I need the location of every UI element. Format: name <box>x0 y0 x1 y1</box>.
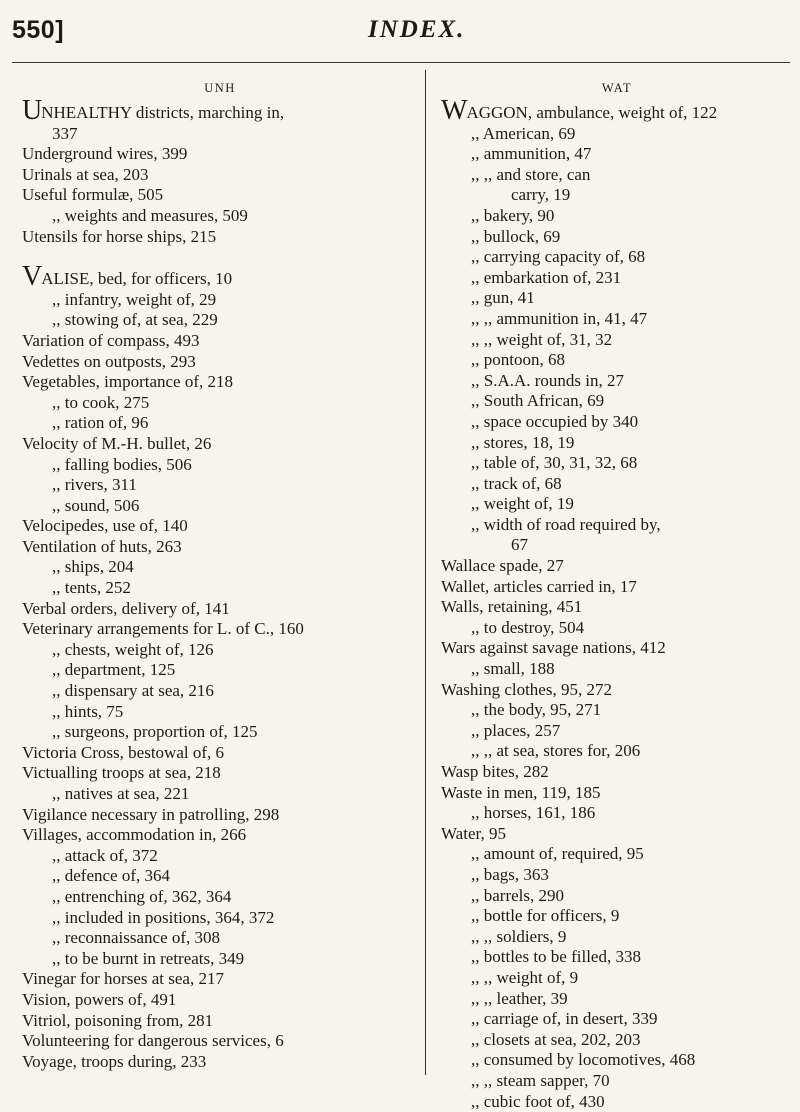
index-subentry: ,, attack of, 372 <box>22 846 418 867</box>
index-entry: UNHEALTHY districts, marching in, <box>22 101 418 124</box>
index-entry: Veterinary arrangements for L. of C., 160 <box>22 619 418 640</box>
index-entry: Vegetables, importance of, 218 <box>22 372 418 393</box>
index-entry: Vedettes on outposts, 293 <box>22 352 418 373</box>
index-entry: Water, 95 <box>441 824 793 845</box>
index-entry-continuation: carry, 19 <box>441 185 793 206</box>
section-gap <box>22 247 418 267</box>
index-subentry: ,, to be burnt in retreats, 349 <box>22 949 418 970</box>
index-subentry: ,, chests, weight of, 126 <box>22 640 418 661</box>
index-subentry: ,, defence of, 364 <box>22 866 418 887</box>
right-column <box>441 80 793 1112</box>
index-entry: Waste in men, 119, 185 <box>441 783 793 804</box>
index-entry: Villages, accommodation in, 266 <box>22 825 418 846</box>
drop-initial-w: W <box>441 95 466 126</box>
column-heading-right: WAT <box>441 80 793 96</box>
index-entry: Underground wires, 399 <box>22 144 418 165</box>
index-subentry: ,, bags, 363 <box>441 865 793 886</box>
index-entry: Urinals at sea, 203 <box>22 165 418 186</box>
index-subentry: ,, small, 188 <box>441 659 793 680</box>
index-subentry: ,, dispensary at sea, 216 <box>22 681 418 702</box>
index-entry: WAGGON, ambulance, weight of, 122 <box>441 101 793 124</box>
index-subentry: ,, ration of, 96 <box>22 413 418 434</box>
index-subentry: ,, American, 69 <box>441 124 793 145</box>
index-entry: Vitriol, poisoning from, 281 <box>22 1011 418 1032</box>
index-subentry: ,, falling bodies, 506 <box>22 455 418 476</box>
index-entry-continuation: 67 <box>441 535 793 556</box>
index-subentry: ,, ,, weight of, 9 <box>441 968 793 989</box>
index-entry: Utensils for horse ships, 215 <box>22 227 418 248</box>
index-entry: Velocipedes, use of, 140 <box>22 516 418 537</box>
index-subentry: ,, ,, ammunition in, 41, 47 <box>441 309 793 330</box>
index-subentry: ,, places, 257 <box>441 721 793 742</box>
index-entry: Wallet, articles carried in, 17 <box>441 577 793 598</box>
index-subentry: ,, rivers, 311 <box>22 475 418 496</box>
index-subentry: ,, horses, 161, 186 <box>441 803 793 824</box>
index-subentry: ,, space occupied by 340 <box>441 412 793 433</box>
index-entry: Velocity of M.-H. bullet, 26 <box>22 434 418 455</box>
index-subentry: ,, consumed by locomotives, 468 <box>441 1050 793 1071</box>
index-subentry: ,, entrenching of, 362, 364 <box>22 887 418 908</box>
index-subentry: ,, closets at sea, 202, 203 <box>441 1030 793 1051</box>
drop-initial-v: V <box>22 261 41 292</box>
index-entry: Wallace spade, 27 <box>441 556 793 577</box>
index-entry: VALISE, bed, for officers, 10 <box>22 267 418 290</box>
index-subentry: ,, to destroy, 504 <box>441 618 793 639</box>
index-subentry: ,, stowing of, at sea, 229 <box>22 310 418 331</box>
index-subentry: ,, amount of, required, 95 <box>441 844 793 865</box>
index-subentry: ,, bottle for officers, 9 <box>441 906 793 927</box>
index-subentry: ,, bullock, 69 <box>441 227 793 248</box>
index-subentry: ,, ,, leather, 39 <box>441 989 793 1010</box>
index-entry: Washing clothes, 95, 272 <box>441 680 793 701</box>
index-subentry: ,, cubic foot of, 430 <box>441 1092 793 1112</box>
index-subentry: ,, stores, 18, 19 <box>441 433 793 454</box>
index-subentry: ,, ammunition, 47 <box>441 144 793 165</box>
column-divider <box>425 70 426 1075</box>
index-entry: Wars against savage nations, 412 <box>441 638 793 659</box>
index-subentry: ,, reconnaissance of, 308 <box>22 928 418 949</box>
index-entry: Vigilance necessary in patrolling, 298 <box>22 805 418 826</box>
index-subentry: ,, surgeons, proportion of, 125 <box>22 722 418 743</box>
index-subentry: ,, sound, 506 <box>22 496 418 517</box>
index-subentry: ,, ,, and store, can <box>441 165 793 186</box>
index-entry: Victoria Cross, bestowal of, 6 <box>22 743 418 764</box>
index-subentry: ,, weight of, 19 <box>441 494 793 515</box>
page-number: 550] <box>12 16 64 45</box>
index-subentry: ,, hints, 75 <box>22 702 418 723</box>
index-entry: Verbal orders, delivery of, 141 <box>22 599 418 620</box>
index-entry: Voyage, troops during, 233 <box>22 1052 418 1073</box>
drop-initial-u: U <box>22 95 41 126</box>
index-subentry: ,, infantry, weight of, 29 <box>22 290 418 311</box>
index-subentry: ,, ,, soldiers, 9 <box>441 927 793 948</box>
index-subentry: ,, table of, 30, 31, 32, 68 <box>441 453 793 474</box>
index-subentry: ,, barrels, 290 <box>441 886 793 907</box>
index-subentry: ,, natives at sea, 221 <box>22 784 418 805</box>
header-rule <box>12 62 790 63</box>
index-entry: Volunteering for dangerous services, 6 <box>22 1031 418 1052</box>
index-subentry: ,, ,, steam sapper, 70 <box>441 1071 793 1092</box>
index-subentry: ,, bakery, 90 <box>441 206 793 227</box>
index-entry: Useful formulæ, 505 <box>22 185 418 206</box>
index-entry: Variation of compass, 493 <box>22 331 418 352</box>
index-subentry: ,, included in positions, 364, 372 <box>22 908 418 929</box>
index-subentry: ,, ,, at sea, stores for, 206 <box>441 741 793 762</box>
index-subentry: ,, to cook, 275 <box>22 393 418 414</box>
index-subentry: ,, embarkation of, 231 <box>441 268 793 289</box>
index-entry: Walls, retaining, 451 <box>441 597 793 618</box>
index-entry: Ventilation of huts, 263 <box>22 537 418 558</box>
index-subentry: ,, pontoon, 68 <box>441 350 793 371</box>
index-entry: Vinegar for horses at sea, 217 <box>22 969 418 990</box>
index-entry: Victualling troops at sea, 218 <box>22 763 418 784</box>
page-title: INDEX. <box>368 16 465 44</box>
index-subentry: ,, ,, weight of, 31, 32 <box>441 330 793 351</box>
index-entry: Vision, powers of, 491 <box>22 990 418 1011</box>
index-subentry: ,, the body, 95, 271 <box>441 700 793 721</box>
index-subentry: ,, gun, 41 <box>441 288 793 309</box>
index-subentry: ,, carrying capacity of, 68 <box>441 247 793 268</box>
column-heading-left: UNH <box>22 80 418 96</box>
index-subentry: ,, bottles to be filled, 338 <box>441 947 793 968</box>
index-subentry: ,, carriage of, in desert, 339 <box>441 1009 793 1030</box>
index-subentry: ,, S.A.A. rounds in, 27 <box>441 371 793 392</box>
index-subentry: ,, width of road required by, <box>441 515 793 536</box>
index-entry-continuation: 337 <box>22 124 418 145</box>
left-column <box>22 80 418 1072</box>
index-subentry: ,, department, 125 <box>22 660 418 681</box>
index-subentry: ,, tents, 252 <box>22 578 418 599</box>
index-subentry: ,, weights and measures, 509 <box>22 206 418 227</box>
index-subentry: ,, track of, 68 <box>441 474 793 495</box>
index-subentry: ,, ships, 204 <box>22 557 418 578</box>
page-header <box>12 16 788 56</box>
index-subentry: ,, South African, 69 <box>441 391 793 412</box>
index-entry: Wasp bites, 282 <box>441 762 793 783</box>
